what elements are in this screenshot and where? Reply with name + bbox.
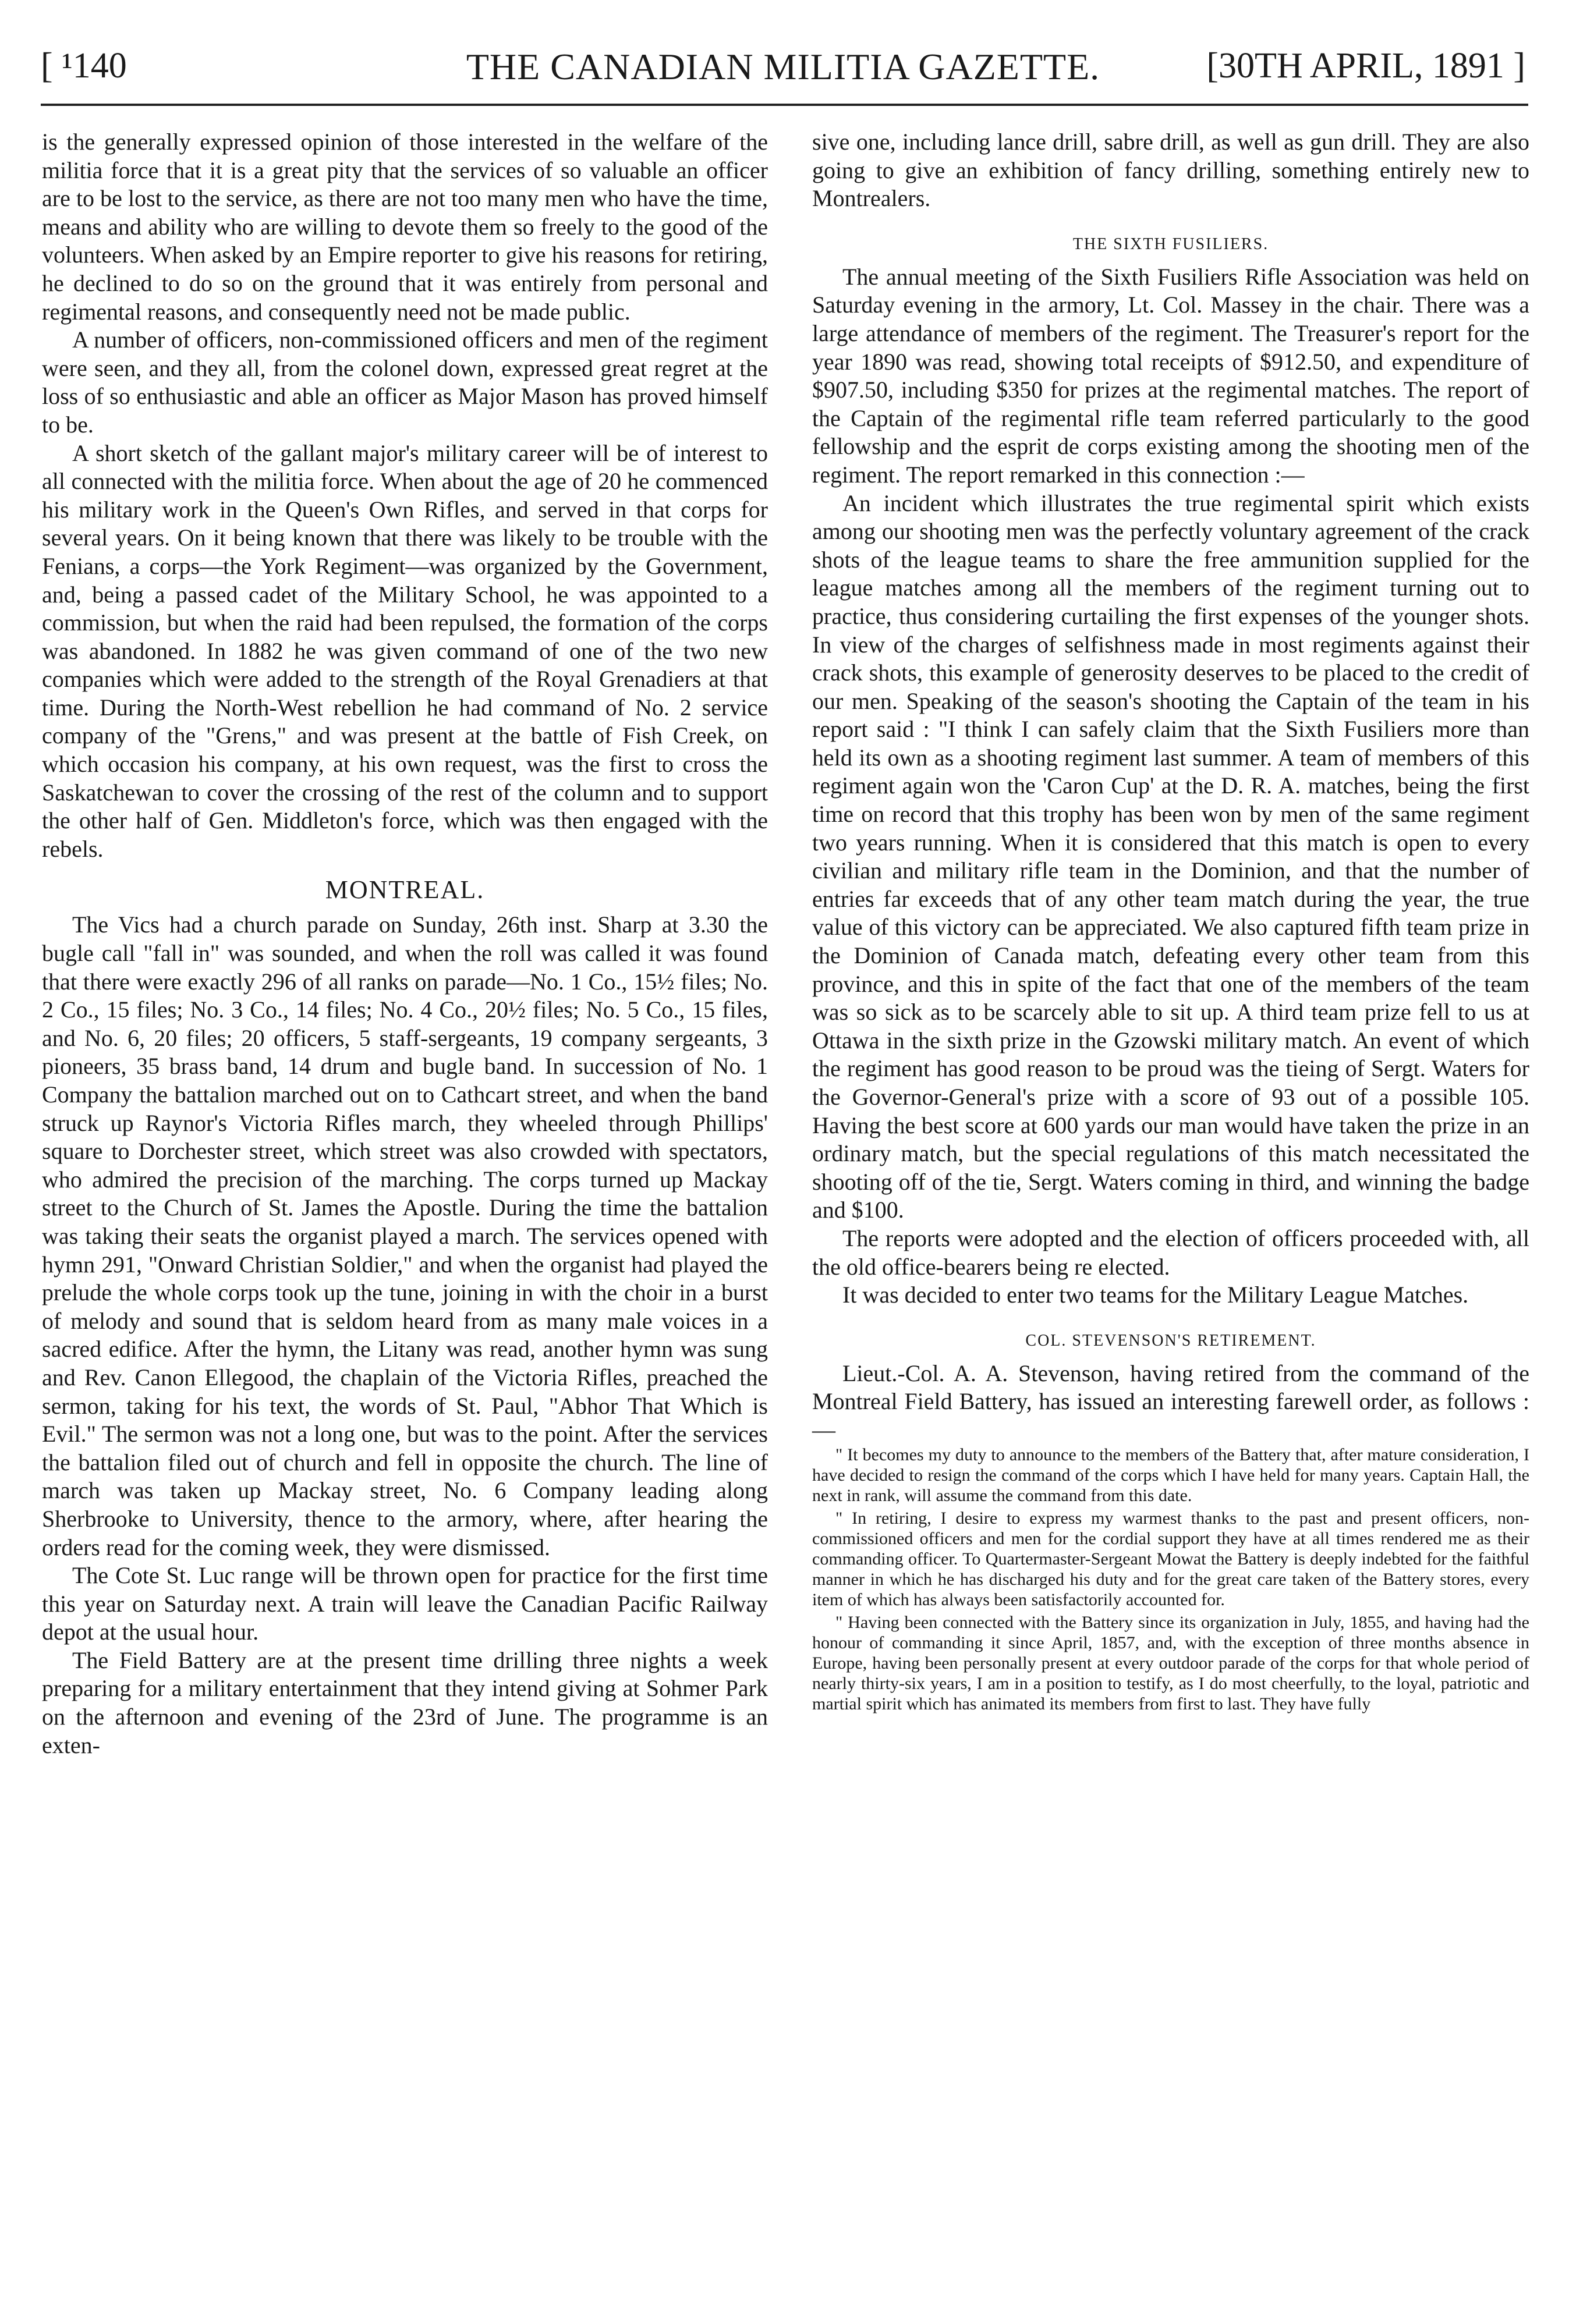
- quoted-order-paragraph: " It becomes my duty to announce to the members of the Battery that, after mature consideration, I have decided to resign the command of the corps which I have held for many years. Captain Hall, the next in rank, will assume the command from this date.: [812, 1445, 1529, 1505]
- article-paragraph: The reports were adopted and the election of officers proceeded with, all the old office-bearers being re elected.: [812, 1225, 1529, 1280]
- article-paragraph: sive one, including lance drill, sabre drill, as well as gun drill. They are also going to give an exhibition of fancy drilling, something entirely new to Montrealers.: [812, 129, 1529, 212]
- article-paragraph: The Cote St. Luc range will be thrown open for practice for the first time this year on Saturday next. A train will leave the Canadian Pacific Railway depot at the usual hour.: [42, 1562, 768, 1645]
- article-paragraph: is the generally expressed opinion of those interested in the welfare of the militia force that it is a great pity that the services of so valuable an officer are to be lost to the service, as there are not too many men who have the time, means and ability who are willing to devote them so freely to the good of the volunteers. When asked by an Empire reporter to give his reasons for retiring, he declined to do so on the ground that it was entirely from personal and regimental reasons, and consequently need not be made public.: [42, 129, 768, 325]
- page-header: [41, 45, 1525, 92]
- article-paragraph: An incident which illustrates the true regimental spirit which exists among our shooting men was the perfectly voluntary agreement of the crack shots of the league teams to share the free ammunition supplied for the league matches among all the members of the regiment turning out to practice, thus considering curtailing the first expenses of the younger shots. In view of the charges of selfishness made in most regiments against their crack shots, this example of generosity deserves to be placed to the credit of our men. Speaking of the season's shooting the Captain of the team in his report said : "I think I can safely claim that the Sixth Fusiliers more than held its own as a shooting regiment last summer. A team of members of this regiment again won the 'Caron Cup' at the D. R. A. matches, being the first time on record that this trophy has been won by men of the same regiment two years running. When it is considered that this match is open to every civilian and military rifle team in the Dominion, and that the number of entries far exceeds that of any other team match during the year, the true value of this victory can be appreciated. We also captured fifth team prize in the Dominion of Canada match, defeating every other team from this province, and this in spite of the fact that one of the members of the team was so sick as to be scarcely able to sit up. A third team prize fell to us at Ottawa in the sixth prize in the Gzowski military match. An event of which the regiment has good reason to be proud was the tieing of Sergt. Waters for the Governor-General's prize with a score of 93 out of a possible 105. Having the best score at 600 yards our man would have taken the prize in an ordinary match, but the special regulations of this match necessitated the shooting off of the tie, Sergt. Waters coming in third, and winning the badge and $100.: [812, 489, 1529, 1223]
- page-number: [ ¹140: [41, 46, 127, 86]
- article-paragraph: It was decided to enter two teams for the Military League Matches.: [842, 1282, 1469, 1308]
- issue-date: [30TH APRIL, 1891 ]: [1206, 46, 1525, 86]
- article-paragraph: A number of officers, non-commissioned officers and men of the regiment were seen, and they all, from the colonel down, expressed great regret at the loss of so enthusiastic and able an officer as Major Mason has proved himself to be.: [42, 327, 768, 438]
- article-paragraph: The Vics had a church parade on Sunday, 26th inst. Sharp at 3.30 the bugle call "fall in" was sounded, and when the roll was called it was found that there were exactly 296 of all ranks on parade—No. 1 Co., 15½ files; No. 2 Co., 15 files; No. 3 Co., 14 files; No. 4 Co., 20½ files; No. 5 Co., 15 files, and No. 6, 20 files; 20 officers, 5 staff-sergeants, 19 company sergeants, 3 pioneers, 35 brass band, 14 drum and bugle band. In succession of No. 1 Company the battalion marched out on to Cathcart street, and when the band struck up Raynor's Victoria Rifles march, they wheeled through Phillips' square to Dorchester street, which street was also crowded with spectators, who admired the precision of the marching. The corps turned up Mackay street to the Church of St. James the Apostle. During the time the battalion was taking their seats the organist played a march. The services opened with hymn 291, "Onward Christian Soldier," and when the organist had played the prelude the whole corps took up the tune, joining in with the choir in a burst of melody and sound that is seldom heard from as many male voices in a sacred edifice. After the hymn, the Litany was read, another hymn was sung and Rev. Canon Ellegood, the chaplain of the Victoria Rifles, preached the sermon, taking for his text, the words of St. Paul, "Abhor That Which is Evil." The sermon was not a long one, but was to the point. After the services the battalion filed out of church and fell in opposite the church. The line of march was taken up Mackay street, No. 6 Company leading along Sherbrooke to University, thence to the armory, where, after hearing the orders read for the coming week, they were dismissed.: [42, 911, 768, 1560]
- article-paragraph: The Field Battery are at the present time drilling three nights a week preparing for a military entertainment that they intend giving at Sohmer Park on the afternoon and evening of the 23rd of June. The programme is an exten-: [42, 1647, 768, 1758]
- quoted-order-paragraph: " In retiring, I desire to express my warmest thanks to the past and present officers, non-commissioned officers and men for the cordial support they have at all times rendered me as their commanding officer. To Quartermaster-Sergeant Mowat the Battery is deeply indebted for the faithful manner in which he has discharged his duty and for the great care taken of the Battery stores, every item of which has always been satisfactorily accounted for.: [812, 1508, 1529, 1609]
- section-heading-stevenson-retirement: COL. STEVENSON'S RETIREMENT.: [1025, 1331, 1316, 1350]
- right-column: [812, 128, 1529, 1716]
- left-column: [42, 128, 768, 1759]
- quoted-order-paragraph: " Having been connected with the Battery since its organization in July, 1855, and having had the honour of commanding it since April, 1857, and, with the exception of three months absence in Europe, having been personally present at every outdoor parade of the corps for that whole period of nearly thirty-six years, I am in a position to testify, as I do most cheerfully, to the loyal, patriotic and martial spirit which has animated its members from first to last. They have fully: [812, 1612, 1529, 1713]
- section-heading-montreal: MONTREAL.: [325, 875, 485, 904]
- article-paragraph: The annual meeting of the Sixth Fusiliers Rifle Association was held on Saturday evening in the armory, Lt. Col. Massey in the chair. There was a large attendance of members of the regiment. The Treasurer's report for the year 1890 was read, showing total receipts of $912.50, and expenditure of $907.50, including $350 for prizes at the regimental matches. The report of the Captain of the regimental rifle team referred particularly to the good fellowship and the esprit de corps existing among the shooting men of the regiment. The report remarked in this connection :—: [812, 263, 1529, 488]
- header-rule: [41, 104, 1528, 106]
- article-paragraph: Lieut.-Col. A. A. Stevenson, having retired from the command of the Montreal Field Battery, has issued an interesting farewell order, as follows :—: [812, 1360, 1529, 1443]
- publication-title: THE CANADIAN MILITIA GAZETTE.: [466, 46, 1100, 87]
- section-heading-sixth-fusiliers: THE SIXTH FUSILIERS.: [1072, 235, 1269, 253]
- article-paragraph: A short sketch of the gallant major's military career will be of interest to all connected with the militia force. When about the age of 20 he commenced his military work in the Queen's Own Rifles, and served in that corps for several years. On it being known that there was likely to be trouble with the Fenians, a corps—the York Regiment—was organized by the Government, and, being a passed cadet of the Military School, he was appointed to a commission, but when the raid had been repulsed, the formation of the corps was abandoned. In 1882 he was given command of one of the two new companies which were added to the strength of the Royal Grenadiers at that time. During the North-West rebellion he had command of No. 2 service company of the "Grens," and was present at the battle of Fish Creek, on which occasion his company, at his own request, was the first to cross the Saskatchewan to cover the crossing of the rest of the column and to support the other half of Gen. Middleton's force, which was then engaged with the rebels.: [42, 439, 768, 862]
